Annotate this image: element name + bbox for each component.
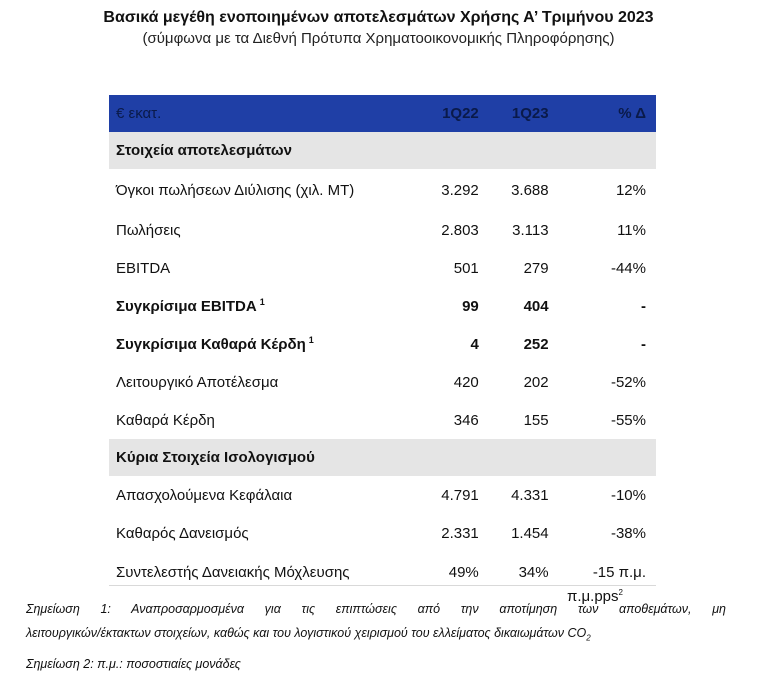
row-change: -10%: [610, 486, 646, 504]
footnote-marker: 2: [618, 588, 623, 597]
row-change: -: [641, 297, 646, 315]
row-value-1q23: 3.688: [511, 181, 549, 199]
page-title: Βασικά μεγέθη ενοποιημένων αποτελεσμάτων Χρήσης Α’ Τριμήνου 2023: [103, 9, 654, 26]
row-value-1q22: 49%: [448, 563, 479, 581]
row-change: 11%: [617, 221, 646, 239]
row-value-1q23: 34%: [518, 563, 549, 581]
row-label: EBITDA: [116, 259, 171, 277]
section-row-results: [109, 132, 656, 169]
row-change: -52%: [610, 373, 646, 391]
row-value-1q23: 3.113: [512, 221, 549, 239]
footnote-1-line-2-wrap: [26, 621, 726, 651]
row-value-1q22: 346: [453, 411, 479, 429]
row-label: Συντελεστής Δανειακής Μόχλευσης: [116, 563, 350, 581]
table-row: [109, 169, 656, 211]
header-unit: € εκατ.: [109, 95, 404, 132]
row-change: -: [641, 335, 646, 353]
co2-subscript: 2: [586, 633, 591, 643]
page-subtitle: (σύμφωνα με τα Διεθνή Πρότυπα Χρηματοοικονομικής Πληροφόρησης): [142, 30, 615, 47]
row-value-1q23: 155: [523, 411, 549, 429]
section-title: Στοιχεία αποτελεσμάτων: [109, 132, 404, 169]
row-value-1q22: 4: [470, 335, 479, 353]
table-row: [109, 325, 656, 363]
row-value-1q22: 420: [453, 373, 479, 391]
table-row: [109, 363, 656, 401]
footnote-1-line-1: Σημείωση 1: Αναπροσαρμοσμένα για τις επιπτώσεις από την αποτίμηση των αποθεμάτων, μη: [26, 602, 726, 616]
row-change: -44%: [610, 259, 646, 277]
section-title: Κύρια Στοιχεία Ισολογισμού: [109, 439, 404, 476]
table-row: [109, 211, 656, 249]
row-value-1q22: 4.791: [441, 486, 479, 504]
row-value-1q23: 252: [523, 335, 549, 353]
row-value-1q23: 202: [523, 373, 549, 391]
row-value-1q23: 404: [523, 297, 549, 315]
row-label: Λειτουργικό Αποτέλεσμα: [116, 373, 279, 391]
row-change: -38%: [610, 524, 646, 542]
footnote-1: [26, 597, 726, 651]
row-label: Συγκρίσιμα EBITDA: [116, 298, 257, 315]
table-row: [109, 249, 656, 287]
footnote-marker: 1: [308, 335, 314, 345]
row-value-1q22: 3.292: [441, 181, 479, 199]
header-1q23: 1Q23: [483, 95, 551, 132]
header-1q22: 1Q22: [404, 95, 483, 132]
row-label: Απασχολούμενα Κεφάλαια: [116, 486, 293, 504]
row-value-1q23: 4.331: [511, 486, 549, 504]
row-change: -55%: [610, 411, 646, 429]
row-change: 12%: [615, 181, 646, 199]
row-change: -15 π.μ.: [592, 563, 646, 581]
row-value-1q22: 501: [453, 259, 479, 277]
row-label: Καθαρός Δανεισμός: [116, 524, 249, 542]
table-row: [109, 514, 656, 552]
row-value-1q23: 279: [523, 259, 549, 277]
row-value-1q22: 2.803: [441, 221, 479, 239]
footnote-1-line-2: λειτουργικών/έκτακτων στοιχείων, καθώς και του λογιστικού χειρισμού του ελλείματος δικαιωμάτων CO: [26, 626, 587, 640]
table-row: [109, 401, 656, 439]
row-label: Καθαρά Κέρδη: [116, 411, 215, 429]
section-row-balance: [109, 439, 656, 476]
footnote-marker: 1: [259, 297, 265, 307]
row-label: Συγκρίσιμα Καθαρά Κέρδη: [116, 336, 306, 353]
header-pct-change: % Δ: [551, 95, 656, 132]
row-value-1q23: 1.454: [511, 524, 549, 542]
row-label: Όγκοι πωλήσεων Διύλισης (χιλ. ΜΤ): [116, 181, 355, 199]
row-value-1q22: 2.331: [441, 524, 479, 542]
footnote-2: Σημείωση 2: π.μ.: ποσοστιαίες μονάδες: [26, 657, 241, 671]
row-label: Πωλήσεις: [116, 221, 181, 239]
financial-table: [109, 95, 656, 592]
row-label-cell: [109, 325, 404, 363]
table-header-row: [109, 95, 656, 132]
overflow-unit-label: π.μ.pps: [567, 588, 619, 605]
table-row: [109, 476, 656, 514]
row-label-cell: [109, 287, 404, 325]
row-value-1q22: 99: [462, 297, 479, 315]
table-row: [109, 287, 656, 325]
